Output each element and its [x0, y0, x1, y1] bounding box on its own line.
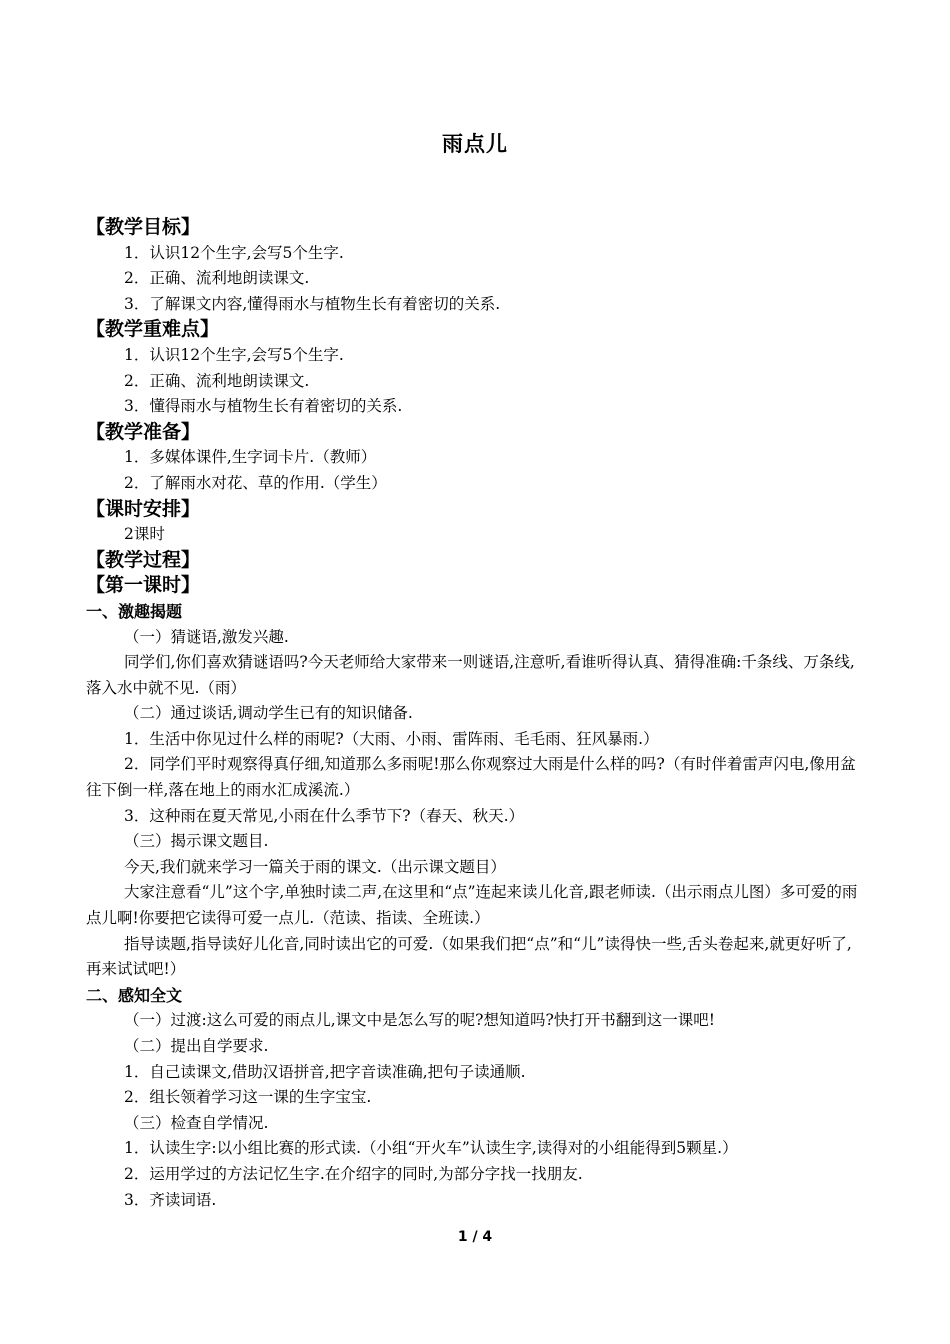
paragraph: （一）猜谜语,激发兴趣. — [124, 627, 289, 646]
paragraph: （三）揭示课文题目. — [124, 832, 269, 851]
schedule-text: 2课时 — [124, 525, 165, 544]
section-heading-process: 【教学过程】 — [86, 548, 201, 571]
paragraph: 同学们,你们喜欢猜谜语吗?今天老师给大家带来一则谜语,注意听,看谁听得认真、猜得准确:千条线、万条线,落入水中就不见.（雨） — [86, 653, 855, 697]
goal-item: 3．了解课文内容,懂得雨水与植物生长有着密切的关系. — [124, 294, 501, 313]
paragraph: 1．自己读课文,借助汉语拼音,把字音读准确,把句子读通顺. — [124, 1062, 526, 1081]
section-heading-goals: 【教学目标】 — [86, 216, 201, 238]
goal-item: 1．认识12个生字,会写5个生字. — [124, 243, 344, 262]
document-title: 雨点儿 — [442, 132, 508, 156]
section-heading-schedule: 【课时安排】 — [86, 497, 201, 520]
paragraph: 指导读题,指导读好儿化音,同时读出它的可爱.（如果我们把“点”和“儿”读得快一些,舌头卷起来,就更好听了,再来试试吧!） — [86, 934, 852, 979]
paragraph: 1．认读生字:以小组比赛的形式读.（小组“开火车”认读生字,读得对的小组能得到5颗星.） — [124, 1139, 738, 1158]
paragraph: 2．运用学过的方法记忆生字.在介绍字的同时,为部分字找一找朋友. — [124, 1164, 583, 1183]
key-point-item: 2．正确、流利地朗读课文. — [124, 371, 310, 390]
paragraph: 今天,我们就来学习一篇关于雨的课文.（出示课文题目） — [124, 857, 506, 876]
paragraph: （二）通过谈话,调动学生已有的知识储备. — [124, 704, 413, 723]
key-point-item: 3．懂得雨水与植物生长有着密切的关系. — [124, 397, 403, 416]
preparation-item: 2．了解雨水对花、草的作用.（学生） — [124, 473, 387, 492]
paragraph: （三）检查自学情况. — [124, 1113, 269, 1132]
section-heading-lesson-1: 【第一课时】 — [86, 574, 201, 597]
part-heading-intro: 一、激趣揭题 — [86, 601, 183, 621]
section-heading-preparation: 【教学准备】 — [86, 420, 201, 443]
page-number: 1 / 4 — [457, 1229, 493, 1245]
preparation-item: 1．多媒体课件,生字词卡片.（教师） — [124, 448, 377, 467]
paragraph: （二）提出自学要求. — [124, 1037, 269, 1055]
goal-item: 2．正确、流利地朗读课文. — [124, 269, 310, 288]
paragraph: 3．这种雨在夏天常见,小雨在什么季节下?（春天、秋天.） — [124, 806, 525, 825]
paragraph: 3．齐读词语. — [124, 1190, 217, 1209]
paragraph: （一）过渡:这么可爱的雨点儿,课文中是怎么写的呢?想知道吗?快打开书翻到这一课吧! — [124, 1011, 716, 1030]
key-point-item: 1．认识12个生字,会写5个生字. — [124, 345, 344, 364]
part-heading-overview: 二、感知全文 — [86, 985, 183, 1005]
document-body — [86, 215, 866, 1213]
paragraph: 2．组长领着学习这一课的生字宝宝. — [124, 1088, 372, 1107]
section-heading-key-points: 【教学重难点】 — [86, 318, 220, 341]
paragraph: 大家注意看“儿”这个字,单独时读二声,在这里和“点”连起来读儿化音,跟老师读.（出示雨点儿图）多可爱的雨点儿啊!你要把它读得可爱一点儿.（范读、指读、全班读.） — [86, 883, 858, 928]
paragraph: 1．生活中你见过什么样的雨呢?（大雨、小雨、雷阵雨、毛毛雨、狂风暴雨.） — [124, 729, 659, 748]
paragraph: 2．同学们平时观察得真仔细,知道那么多雨呢!那么你观察过大雨是什么样的吗?（有时伴着雷声闪电,像用盆往下倒一样,落在地上的雨水汇成溪流.） — [86, 755, 856, 800]
